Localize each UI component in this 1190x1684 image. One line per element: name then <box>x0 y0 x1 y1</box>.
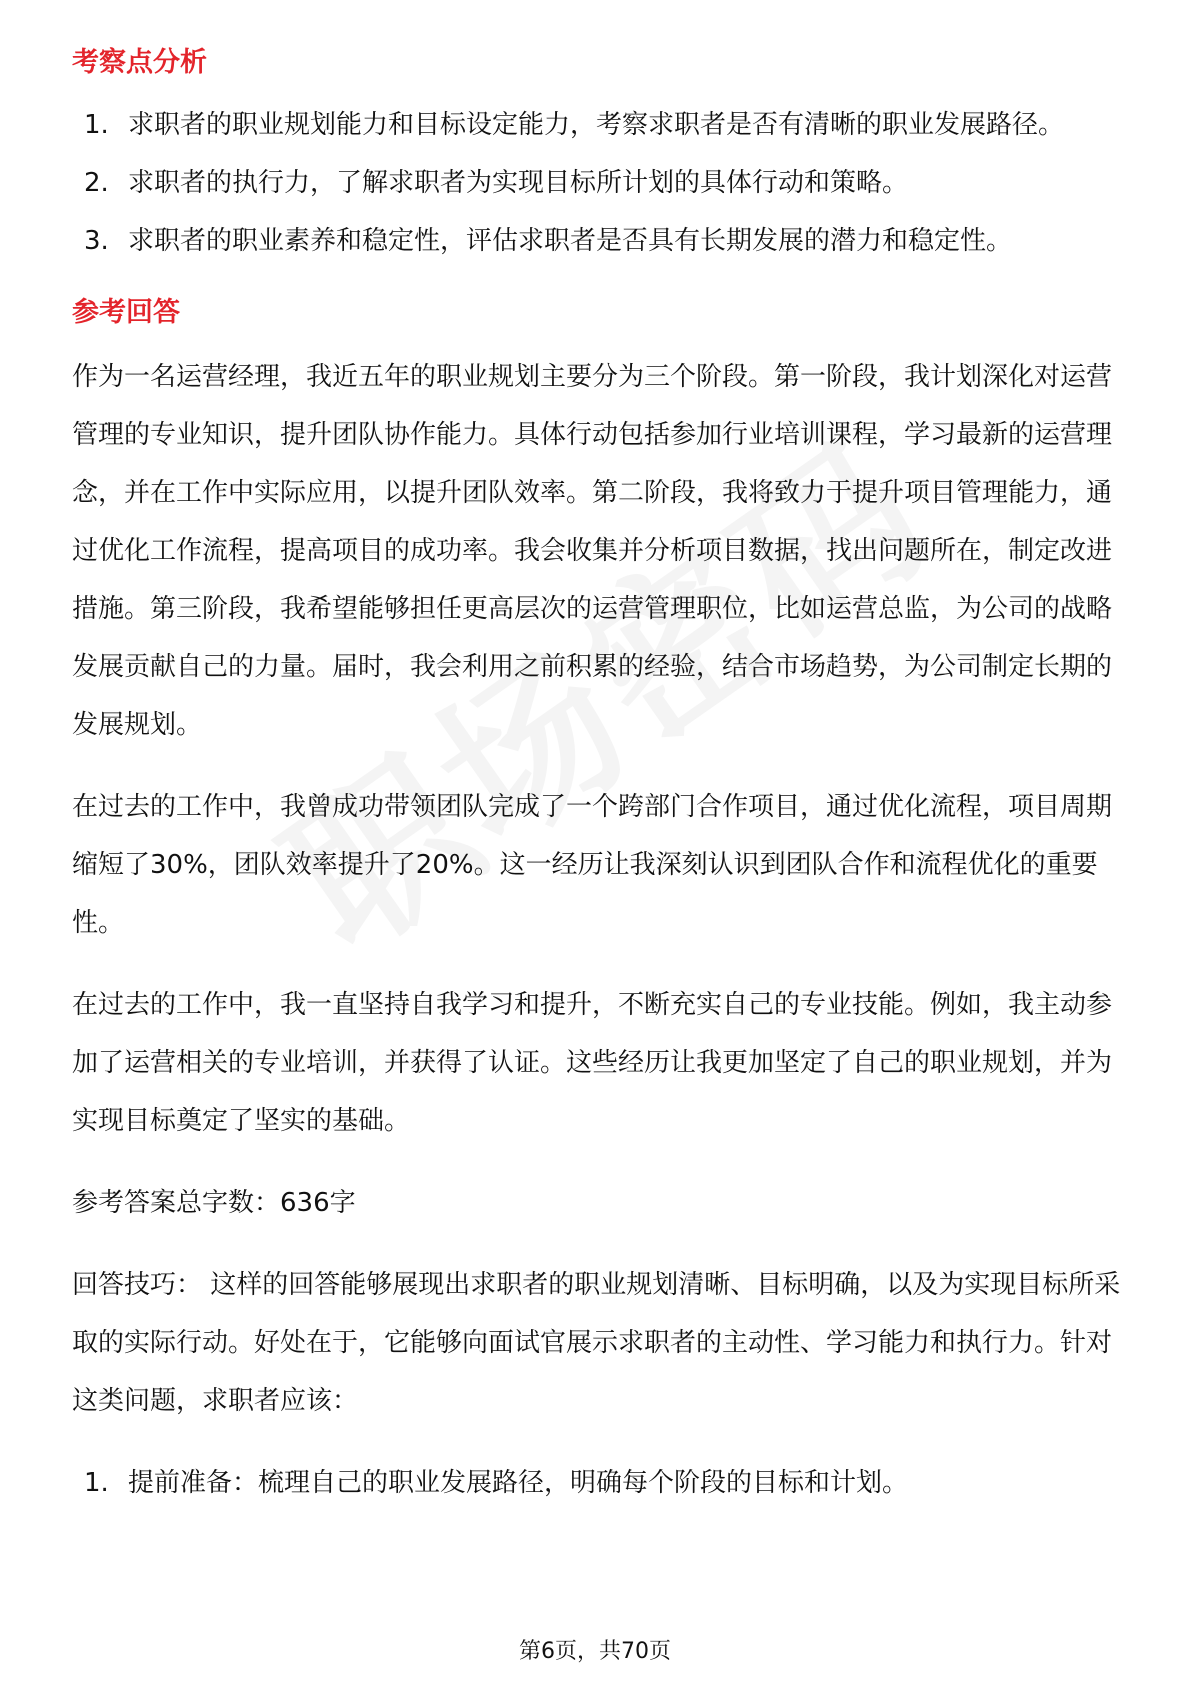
list-item: 3. 求职者的职业素养和稳定性，评估求职者是否具有长期发展的潜力和稳定性。 <box>84 226 1013 256</box>
analysis-title: 考察点分析 <box>72 47 207 78</box>
analysis-list <box>72 96 1122 270</box>
page-content <box>72 44 1122 1512</box>
answer-tips: 回答技巧： 这样的回答能够展现出求职者的职业规划清晰、目标明确，以及为实现目标所采取的实际行动。好处在于，它能够向面试官展示求职者的主动性、学习能力和执行力。针对这类问题，求职者应该： <box>72 1270 1121 1416</box>
list-item: 1. 求职者的职业规划能力和目标设定能力，考察求职者是否有清晰的职业发展路径。 <box>84 110 1065 140</box>
list-item: 2. 求职者的执行力，了解求职者为实现目标所计划的具体行动和策略。 <box>84 168 909 198</box>
page-number: 第6页，共70页 <box>519 1639 671 1664</box>
list-item: 1. 提前准备：梳理自己的职业发展路径，明确每个阶段的目标和计划。 <box>84 1468 909 1498</box>
tips-list <box>72 1454 1122 1512</box>
answer-paragraph: 在过去的工作中，我一直坚持自我学习和提升，不断充实自己的专业技能。例如，我主动参加了运营相关的专业培训，并获得了认证。这些经历让我更加坚定了自己的职业规划，并为实现目标奠定了坚实的基础。 <box>72 990 1113 1136</box>
answer-title: 参考回答 <box>72 297 180 328</box>
word-count: 参考答案总字数：636字 <box>72 1188 356 1218</box>
answer-paragraph: 在过去的工作中，我曾成功带领团队完成了一个跨部门合作项目，通过优化流程，项目周期缩短了30%，团队效率提升了20%。这一经历让我深刻认识到团队合作和流程优化的重要性。 <box>72 792 1113 938</box>
answer-paragraph: 作为一名运营经理，我近五年的职业规划主要分为三个阶段。第一阶段，我计划深化对运营管理的专业知识，提升团队协作能力。具体行动包括参加行业培训课程，学习最新的运营理念，并在工作中实际应用，以提升团队效率。第二阶段，我将致力于提升项目管理能力，通过优化工作流程，提高项目的成功率。我会收集并分析项目数据，找出问题所在，制定改进措施。第三阶段，我希望能够担任更高层次的运营管理职位，比如运营总监，为公司的战略发展贡献自己的力量。届时，我会利用之前积累的经验，结合市场趋势，为公司制定长期的发展规划。 <box>72 362 1113 740</box>
